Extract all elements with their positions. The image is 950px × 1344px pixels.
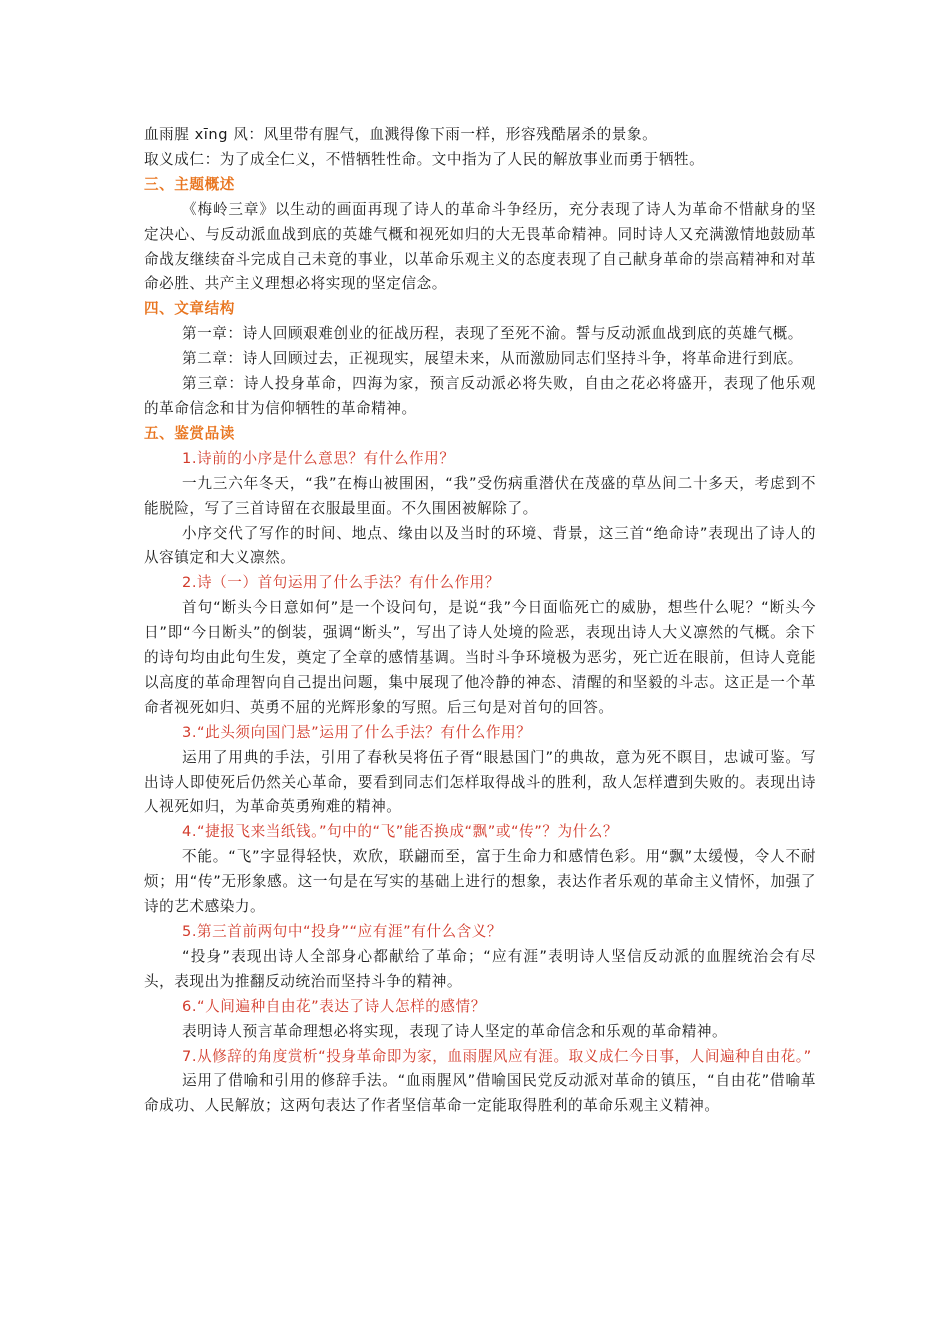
question: 2.诗（一）首句运用了什么手法？有什么作用？ — [182, 574, 500, 592]
answer: 一九三六年冬天，“我”在梅山被围困，“我”受伤病重潜伏在茂盛的草丛间二十多天，考虑到不能脱险，写了三首诗留在衣服最里面。不久围困被解除了。 — [144, 474, 816, 517]
section-heading: 五、鉴赏品读 — [144, 424, 235, 442]
section-heading: 三、主题概述 — [144, 175, 235, 193]
question: 4.“捷报飞来当纸钱。”句中的“飞”能否换成“飘”或“传”？为什么？ — [182, 823, 619, 841]
section-heading: 四、文章结构 — [144, 300, 235, 318]
chapter-summary: 第三章：诗人投身革命，四海为家，预言反动派必将失败，自由之花必将盛开，表现了他乐观的革命信念和甘为信仰牺牲的革命精神。 — [144, 375, 816, 417]
question: 5.第三首前两句中“投身”“应有涯”有什么含义？ — [182, 923, 503, 940]
chapter-summary: 第一章：诗人回顾艰难创业的征战历程，表现了至死不渝。誓与反动派血战到底的英雄气概。 — [182, 325, 803, 343]
answer: “投身”表现出诗人全部身心都献给了革命；“应有涯”表明诗人坚信反动派的血腥统治会有尽头，表现出为推翻反动统治而坚持斗争的精神。 — [144, 947, 816, 990]
chapter-summary: 第二章：诗人回顾过去，正视现实，展望未来，从而激励同志们坚持斗争，将革命进行到底。 — [182, 350, 803, 368]
answer: 运用了借喻和引用的修辞手法。“血雨腥风”借喻国民党反动派对革命的镇压，“自由花”借喻革命成功、人民解放；这两句表达了作者坚信革命一定能取得胜利的革命乐观主义精神。 — [144, 1072, 816, 1115]
document-content — [144, 123, 816, 1119]
answer: 表明诗人预言革命理想必将实现，表现了诗人坚定的革命信念和乐观的革命精神。 — [182, 1022, 728, 1040]
answer: 首句“断头今日意如何”是一个设问句，是说“我”今日面临死亡的威胁，想些什么呢？“断头今日”即“今日断头”的倒装，强调“断头”，写出了诗人处境的险恶，表现出诗人大义凛然的气概。余下的诗句均由此句生发，奠定了全章的感情基调。当时斗争环境极为恶劣，死亡近在眼前，但诗人竟能以高度的革命理智向自己提出问题，集中展现了他冷静的神态、清醒的和坚毅的斗志。这正是一个革命者视死如归、英勇不屈的光辉形象的写照。后三句是对首句的回答。 — [144, 599, 816, 716]
vocab-entry: 血雨腥 xīng 风：风里带有腥气，血溅得像下雨一样，形容残酷屠杀的景象。 — [144, 126, 658, 143]
theme-summary: 《梅岭三章》以生动的画面再现了诗人的革命斗争经历，充分表现了诗人为革命不惜献身的坚定决心、与反动派血战到底的英雄气概和视死如归的大无畏革命精神。同时诗人又充满激情地鼓励革命战友继续奋斗完成自己未竟的事业，以革命乐观主义的态度表现了自己献身革命的崇高精神和对革命必胜、共产主义理想必将实现的坚定信念。 — [144, 200, 816, 293]
question: 6.“人间遍种自由花”表达了诗人怎样的感情？ — [182, 997, 486, 1015]
question: 3.“此头须向国门悬”运用了什么手法？有什么作用？ — [182, 723, 532, 741]
answer: 小序交代了写作的时间、地点、缘由以及当时的环境、背景，这三首“绝命诗”表现出了诗人的从容镇定和大义凛然。 — [144, 524, 816, 567]
vocab-entry: 取义成仁：为了成全仁义，不惜牺牲性命。文中指为了人民的解放事业而勇于牺牲。 — [144, 150, 705, 168]
question: 1.诗前的小序是什么意思？有什么作用？ — [182, 449, 455, 467]
answer: 不能。“飞”字显得轻快，欢欣，联翩而至，富于生命力和感情色彩。用“飘”太缓慢，令人不耐烦；用“传”无形象感。这一句是在写实的基础上进行的想象，表达作者乐观的革命主义情怀，加强了诗的艺术感染力。 — [144, 848, 816, 916]
question: 7.从修辞的角度赏析“投身革命即为家，血雨腥风应有涯。取义成仁今日事，人间遍种自由花。” — [182, 1047, 812, 1065]
answer: 运用了用典的手法，引用了春秋吴将伍子胥“眼悬国门”的典故，意为死不瞑目，忠诚可鉴。写出诗人即使死后仍然关心革命，要看到同志们怎样取得战斗的胜利，敌人怎样遭到失败的。表现出诗人视死如归，为革命英勇殉难的精神。 — [144, 748, 816, 816]
